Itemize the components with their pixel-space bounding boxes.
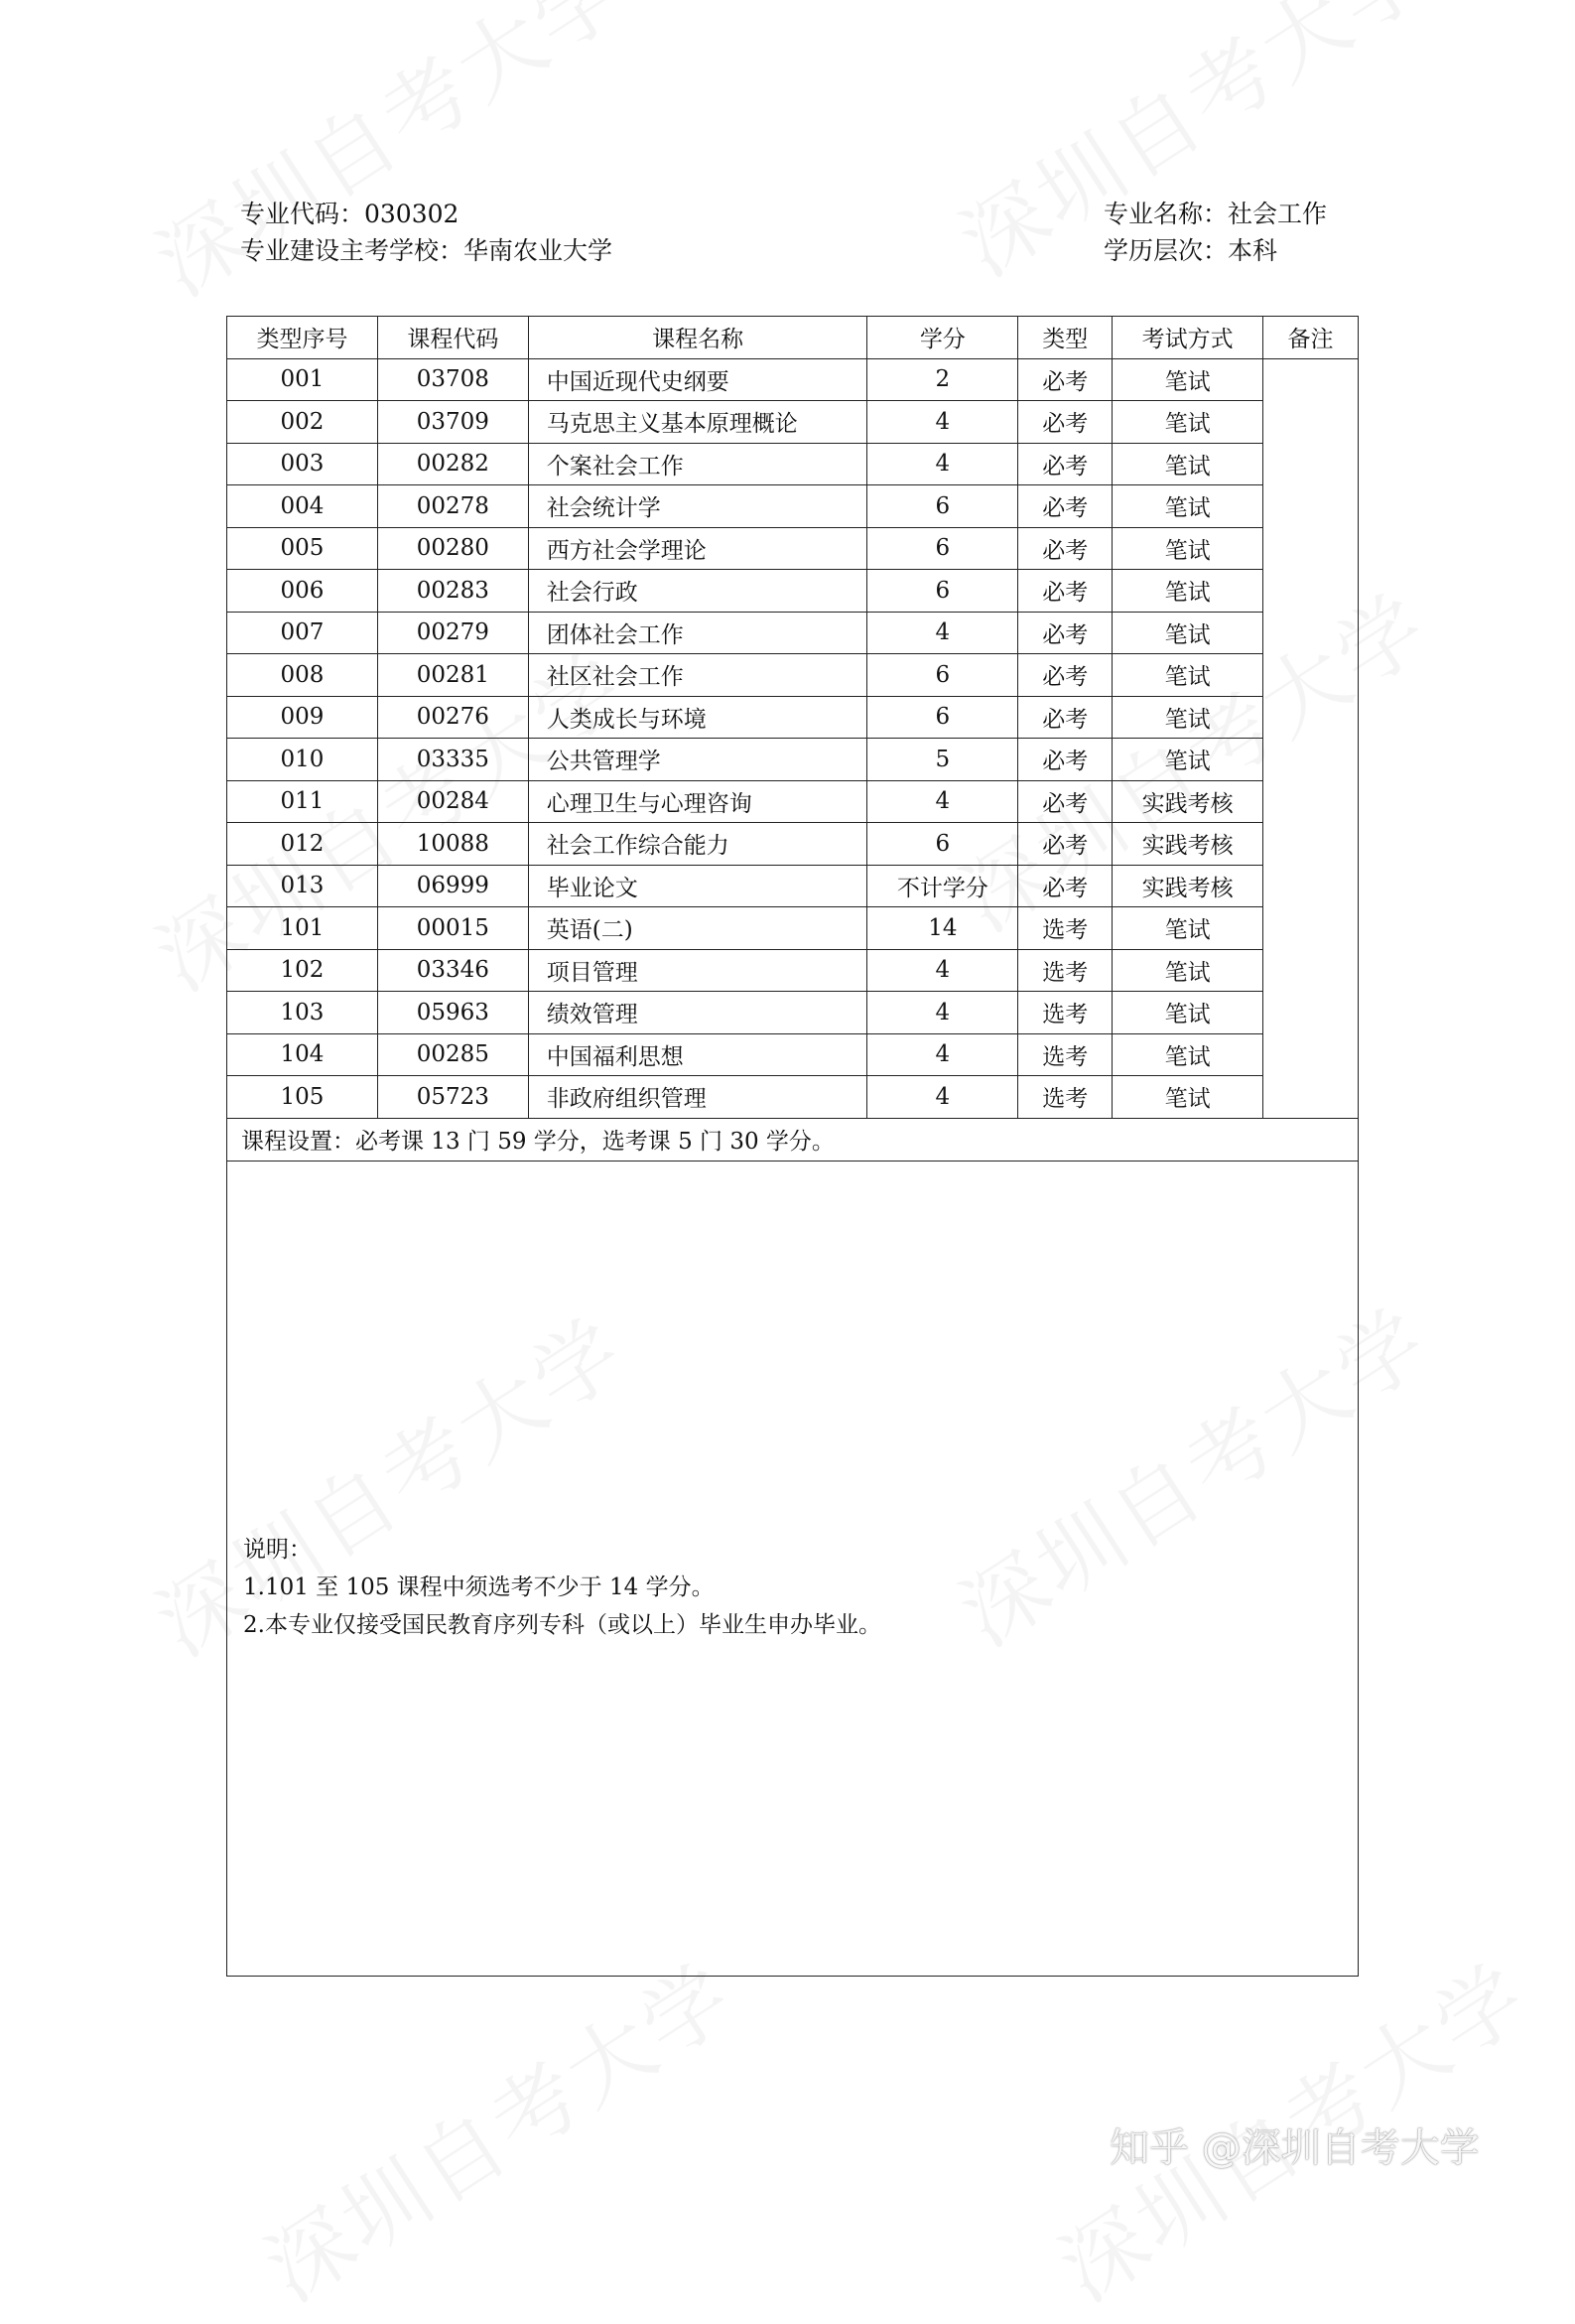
- notes-item: 2.本专业仅接受国民教育序列专科（或以上）毕业生申办毕业。: [243, 1611, 881, 1638]
- col-header-type: 类型: [1018, 317, 1113, 359]
- cell-code: 05723: [377, 1076, 528, 1119]
- major-name: 专业名称：社会工作: [1104, 200, 1328, 228]
- col-header-exam: 考试方式: [1113, 317, 1263, 359]
- table-row: [227, 1033, 1359, 1076]
- cell-code: 00279: [377, 612, 528, 654]
- cell-seq: 004: [227, 485, 378, 528]
- cell-exam: 实践考核: [1113, 823, 1263, 866]
- cell-exam: 笔试: [1113, 485, 1263, 528]
- cell-seq: 104: [227, 1033, 378, 1076]
- table-row: [227, 443, 1359, 485]
- cell-exam: 笔试: [1113, 654, 1263, 697]
- cell-seq: 103: [227, 992, 378, 1034]
- cell-type: 必考: [1018, 443, 1113, 485]
- cell-remarks: [1263, 358, 1359, 1118]
- cell-code: 03708: [377, 358, 528, 401]
- cell-type: 必考: [1018, 865, 1113, 907]
- cell-exam: 笔试: [1113, 570, 1263, 613]
- cell-type: 必考: [1018, 358, 1113, 401]
- table-row: [227, 907, 1359, 950]
- cell-code: 10088: [377, 823, 528, 866]
- table-row: [227, 696, 1359, 739]
- cell-type: 必考: [1018, 570, 1113, 613]
- table-row: [227, 485, 1359, 528]
- cell-seq: 010: [227, 739, 378, 781]
- source-watermark: 知乎 @深圳自考大学: [1110, 2125, 1480, 2171]
- cell-name: 英语(二): [528, 907, 867, 950]
- table-row: [227, 780, 1359, 823]
- cell-credit: 6: [867, 823, 1018, 866]
- header-row-1: [240, 197, 1346, 232]
- cell-exam: 实践考核: [1113, 865, 1263, 907]
- cell-seq: 011: [227, 780, 378, 823]
- summary-row: [227, 1118, 1359, 1161]
- cell-seq: 009: [227, 696, 378, 739]
- cell-code: 03335: [377, 739, 528, 781]
- notes-title: 说明：: [243, 1536, 312, 1563]
- cell-type: 选考: [1018, 1033, 1113, 1076]
- cell-exam: 笔试: [1113, 907, 1263, 950]
- cell-exam: 实践考核: [1113, 780, 1263, 823]
- table-row: [227, 949, 1359, 992]
- notes-row: [227, 1161, 1359, 1976]
- cell-credit: 4: [867, 949, 1018, 992]
- header-row-2: [240, 233, 1346, 269]
- cell-seq: 008: [227, 654, 378, 697]
- col-header-code: 课程代码: [377, 317, 528, 359]
- table-row: [227, 865, 1359, 907]
- cell-exam: 笔试: [1113, 739, 1263, 781]
- cell-type: 必考: [1018, 696, 1113, 739]
- cell-exam: 笔试: [1113, 696, 1263, 739]
- cell-name: 团体社会工作: [528, 612, 867, 654]
- table-row: [227, 612, 1359, 654]
- notes-item: 1.101 至 105 课程中须选考不少于 14 学分。: [243, 1573, 715, 1600]
- cell-type: 必考: [1018, 780, 1113, 823]
- cell-exam: 笔试: [1113, 949, 1263, 992]
- cell-seq: 101: [227, 907, 378, 950]
- cell-code: 05963: [377, 992, 528, 1034]
- col-header-remarks: 备注: [1263, 317, 1359, 359]
- cell-credit: 6: [867, 654, 1018, 697]
- cell-name: 中国近现代史纲要: [528, 358, 867, 401]
- cell-code: 00285: [377, 1033, 528, 1076]
- cell-type: 必考: [1018, 739, 1113, 781]
- cell-seq: 012: [227, 823, 378, 866]
- cell-seq: 006: [227, 570, 378, 613]
- cell-credit: 4: [867, 401, 1018, 444]
- cell-name: 个案社会工作: [528, 443, 867, 485]
- cell-exam: 笔试: [1113, 1076, 1263, 1119]
- cell-seq: 105: [227, 1076, 378, 1119]
- col-header-credit: 学分: [867, 317, 1018, 359]
- cell-credit: 4: [867, 612, 1018, 654]
- cell-type: 必考: [1018, 612, 1113, 654]
- cell-name: 项目管理: [528, 949, 867, 992]
- cell-exam: 笔试: [1113, 612, 1263, 654]
- cell-credit: 5: [867, 739, 1018, 781]
- table-row: [227, 358, 1359, 401]
- cell-code: 00280: [377, 527, 528, 570]
- host-school: 专业建设主考学校：华南农业大学: [240, 236, 613, 265]
- cell-credit: 6: [867, 485, 1018, 528]
- cell-type: 必考: [1018, 401, 1113, 444]
- cell-seq: 001: [227, 358, 378, 401]
- major-code: 专业代码：030302: [240, 200, 459, 228]
- cell-code: 03709: [377, 401, 528, 444]
- table-row: [227, 823, 1359, 866]
- cell-name: 毕业论文: [528, 865, 867, 907]
- cell-name: 社会统计学: [528, 485, 867, 528]
- cell-name: 社会行政: [528, 570, 867, 613]
- cell-name: 西方社会学理论: [528, 527, 867, 570]
- cell-code: 00278: [377, 485, 528, 528]
- cell-exam: 笔试: [1113, 443, 1263, 485]
- cell-type: 选考: [1018, 907, 1113, 950]
- cell-credit: 14: [867, 907, 1018, 950]
- cell-seq: 002: [227, 401, 378, 444]
- course-summary: 课程设置：必考课 13 门 59 学分，选考课 5 门 30 学分。: [227, 1118, 1359, 1161]
- cell-name: 社区社会工作: [528, 654, 867, 697]
- table-row: [227, 739, 1359, 781]
- cell-credit: 不计学分: [867, 865, 1018, 907]
- cell-credit: 4: [867, 443, 1018, 485]
- cell-name: 心理卫生与心理咨询: [528, 780, 867, 823]
- cell-credit: 6: [867, 696, 1018, 739]
- col-header-seq: 类型序号: [227, 317, 378, 359]
- watermark: [129, 0, 645, 319]
- watermark: [238, 1929, 754, 2324]
- cell-code: 00281: [377, 654, 528, 697]
- table-row: [227, 654, 1359, 697]
- cell-type: 选考: [1018, 1076, 1113, 1119]
- cell-type: 必考: [1018, 823, 1113, 866]
- cell-code: 00282: [377, 443, 528, 485]
- notes-cell: [227, 1161, 1359, 1976]
- table-row: [227, 570, 1359, 613]
- cell-seq: 102: [227, 949, 378, 992]
- cell-code: 00276: [377, 696, 528, 739]
- cell-credit: 4: [867, 1033, 1018, 1076]
- cell-exam: 笔试: [1113, 401, 1263, 444]
- cell-name: 人类成长与环境: [528, 696, 867, 739]
- cell-name: 绩效管理: [528, 992, 867, 1034]
- cell-code: 00015: [377, 907, 528, 950]
- cell-seq: 003: [227, 443, 378, 485]
- cell-name: 社会工作综合能力: [528, 823, 867, 866]
- table-row: [227, 992, 1359, 1034]
- table-header-row: [227, 317, 1359, 359]
- cell-code: 00283: [377, 570, 528, 613]
- cell-credit: 2: [867, 358, 1018, 401]
- cell-credit: 6: [867, 527, 1018, 570]
- cell-seq: 005: [227, 527, 378, 570]
- notes-block: [243, 1531, 881, 1644]
- table-row: [227, 1076, 1359, 1119]
- cell-code: 06999: [377, 865, 528, 907]
- cell-type: 必考: [1018, 527, 1113, 570]
- cell-credit: 4: [867, 992, 1018, 1034]
- cell-type: 必考: [1018, 485, 1113, 528]
- cell-seq: 013: [227, 865, 378, 907]
- cell-exam: 笔试: [1113, 358, 1263, 401]
- cell-name: 中国福利思想: [528, 1033, 867, 1076]
- cell-exam: 笔试: [1113, 1033, 1263, 1076]
- cell-type: 选考: [1018, 949, 1113, 992]
- cell-credit: 4: [867, 1076, 1018, 1119]
- table-row: [227, 401, 1359, 444]
- cell-code: 00284: [377, 780, 528, 823]
- table-row: [227, 527, 1359, 570]
- cell-name: 公共管理学: [528, 739, 867, 781]
- cell-exam: 笔试: [1113, 527, 1263, 570]
- cell-name: 非政府组织管理: [528, 1076, 867, 1119]
- cell-seq: 007: [227, 612, 378, 654]
- cell-name: 马克思主义基本原理概论: [528, 401, 867, 444]
- course-table: [226, 316, 1359, 1977]
- cell-code: 03346: [377, 949, 528, 992]
- cell-credit: 4: [867, 780, 1018, 823]
- education-level: 学历层次：本科: [1104, 236, 1278, 265]
- cell-type: 必考: [1018, 654, 1113, 697]
- cell-exam: 笔试: [1113, 992, 1263, 1034]
- cell-type: 选考: [1018, 992, 1113, 1034]
- col-header-name: 课程名称: [528, 317, 867, 359]
- cell-credit: 6: [867, 570, 1018, 613]
